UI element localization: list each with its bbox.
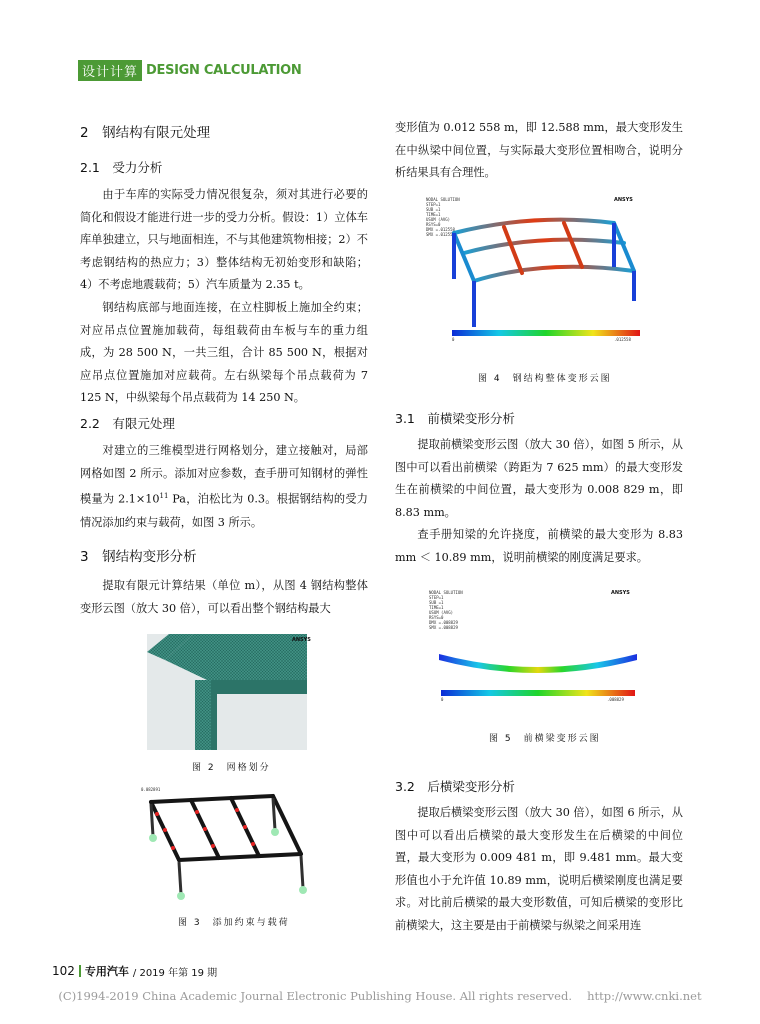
section-3-2-title: 3.2 后横梁变形分析 bbox=[395, 779, 515, 794]
header-section-en: DESIGN CALCULATION bbox=[146, 62, 302, 78]
section-2-title: 2 钢结构有限元处理 bbox=[80, 125, 211, 141]
paragraph: 钢结构底部与地面连接，在立柱脚板上施加全约束；对应吊点位置施加载荷，每组载荷由车板与车的重力组成，为 28 500 N，一共三组，合计 85 500 N，根据对应吊点位置施加对应载荷。左右纵梁每个吊点载荷为 7 125 N，中纵梁每个吊点载荷为 14 250 N。 bbox=[80, 300, 368, 405]
svg-text:USUM (AVG): USUM (AVG) bbox=[429, 610, 454, 615]
section-3-body bbox=[80, 575, 368, 620]
svg-text:DMX =.008829: DMX =.008829 bbox=[429, 620, 458, 625]
svg-text:RSYS=0: RSYS=0 bbox=[426, 222, 441, 227]
svg-text:SUB =1: SUB =1 bbox=[429, 600, 444, 605]
section-3-2-body bbox=[395, 802, 683, 938]
svg-text:SMX =.012558: SMX =.012558 bbox=[426, 232, 455, 237]
figure-3-caption: 图 3 添加约束与载荷 bbox=[178, 918, 290, 928]
section-2-1-title: 2.1 受力分析 bbox=[80, 160, 163, 175]
svg-text:DMX =.012558: DMX =.012558 bbox=[426, 227, 455, 232]
paragraph: 提取前横梁变形云图（放大 30 倍），如图 5 所示，从图中可以看出前横梁（跨距为 7 625 mm）的最大变形发生在前横梁的中间位置，最大变形为 0.008 829 m，即 8.83 mm。 bbox=[395, 438, 683, 519]
svg-text:STEP=1: STEP=1 bbox=[429, 595, 444, 600]
svg-text:SUB =1: SUB =1 bbox=[426, 207, 441, 212]
svg-text:RSYS=0: RSYS=0 bbox=[429, 615, 444, 620]
section-2-1-body bbox=[80, 184, 368, 410]
paragraph: 查手册知梁的允许挠度，前横梁的最大变形为 8.83 mm ＜ 10.89 mm，说明前横梁的刚度满足要求。 bbox=[395, 528, 683, 564]
figure-5-front-beam-image bbox=[427, 588, 647, 704]
copyright-notice: (C)1994-2019 China Academic Journal Electronic Publishing House. All rights reserved. http://www.cnki.net bbox=[58, 989, 702, 1003]
footer-divider bbox=[79, 965, 81, 977]
svg-text:USUM (AVG): USUM (AVG) bbox=[426, 217, 451, 222]
svg-text:ANSYS: ANSYS bbox=[611, 590, 630, 596]
running-header bbox=[78, 60, 302, 80]
section-2-2-title: 2.2 有限元处理 bbox=[80, 416, 175, 431]
figure-5-caption: 图 5 前横梁变形云图 bbox=[489, 734, 601, 744]
svg-text:NODAL SOLUTION: NODAL SOLUTION bbox=[429, 590, 463, 595]
section-3-1-body bbox=[395, 434, 683, 570]
text-run: Pa，泊松比为 0.3。根据钢结构的受力情况添加约束与载荷，如图 3 所示。 bbox=[80, 492, 368, 529]
svg-text:0: 0 bbox=[452, 337, 455, 342]
svg-text:0.082891: 0.082891 bbox=[141, 787, 161, 792]
svg-text:.008829: .008829 bbox=[607, 697, 624, 702]
section-3-title: 3 钢结构变形分析 bbox=[80, 549, 197, 565]
svg-text:TIME=1: TIME=1 bbox=[426, 212, 441, 217]
page-number: 102 bbox=[52, 964, 75, 978]
header-section-cn: 设计计算 bbox=[78, 60, 142, 81]
svg-text:ANSYS: ANSYS bbox=[292, 637, 311, 643]
paragraph bbox=[80, 440, 368, 534]
page-footer bbox=[52, 963, 217, 979]
svg-text:NODAL SOLUTION: NODAL SOLUTION bbox=[426, 197, 460, 202]
paragraph: 提取后横梁变形云图（放大 30 倍），如图 6 所示，从图中可以看出后横梁的最大变形发生在后横梁的中间位置，最大变形为 0.009 481 m，即 9.481 mm。最大变形值也小于允许值 10.89 mm，说明后横梁刚度也满足要求。对比前后横梁的最大变形数值，可知后横梁的变形比前横梁大，这主要是由于前横梁与纵梁之间采用连 bbox=[395, 806, 683, 932]
svg-text:0: 0 bbox=[441, 697, 444, 702]
section-2-2-body bbox=[80, 440, 368, 534]
figure-4-deformation-image bbox=[424, 193, 650, 343]
svg-text:.012558: .012558 bbox=[614, 337, 631, 342]
text-run: 对建立的三维模型进行网格划分，建立接触对，局部网格如图 2 所示。添加对应参数，查手册可知钢材的弹性模量为 2.1×10 bbox=[80, 444, 368, 506]
section-3-1-title: 3.1 前横梁变形分析 bbox=[395, 411, 515, 426]
journal-name: 专用汽车 bbox=[84, 965, 129, 978]
figure-4-caption: 图 4 钢结构整体变形云图 bbox=[478, 374, 612, 384]
svg-text:SMX =.008829: SMX =.008829 bbox=[429, 625, 458, 630]
paragraph: 提取有限元计算结果（单位 m），从图 4 钢结构整体变形云图（放大 30 倍），可以看出整个钢结构最大 bbox=[80, 579, 368, 615]
svg-text:ANSYS: ANSYS bbox=[614, 197, 633, 203]
section-3-continued bbox=[395, 117, 683, 185]
figure-2-caption: 图 2 网格划分 bbox=[192, 763, 271, 773]
issue-info: / 2019 年第 19 期 bbox=[132, 967, 218, 979]
paragraph: 变形值为 0.012 558 m，即 12.588 mm，最大变形发生在中纵梁中间位置，与实际最大变形位置相吻合，说明分析结果具有合理性。 bbox=[395, 121, 683, 180]
svg-text:STEP=1: STEP=1 bbox=[426, 202, 441, 207]
figure-3-frame-image bbox=[137, 782, 317, 904]
superscript: 11 bbox=[159, 492, 169, 501]
svg-text:TIME=1: TIME=1 bbox=[429, 605, 444, 610]
paragraph: 由于车库的实际受力情况很复杂，须对其进行必要的简化和假设才能进行进一步的受力分析。假设：1）立体车库单独建立，只与地面相连，不与其他建筑物相接；2）不考虑钢结构的热应力；3）整体结构无初始变形和缺陷；4）不考虑地震载荷；5）汽车质量为 2.35 t。 bbox=[80, 188, 368, 292]
figure-2-mesh-image bbox=[147, 634, 311, 750]
